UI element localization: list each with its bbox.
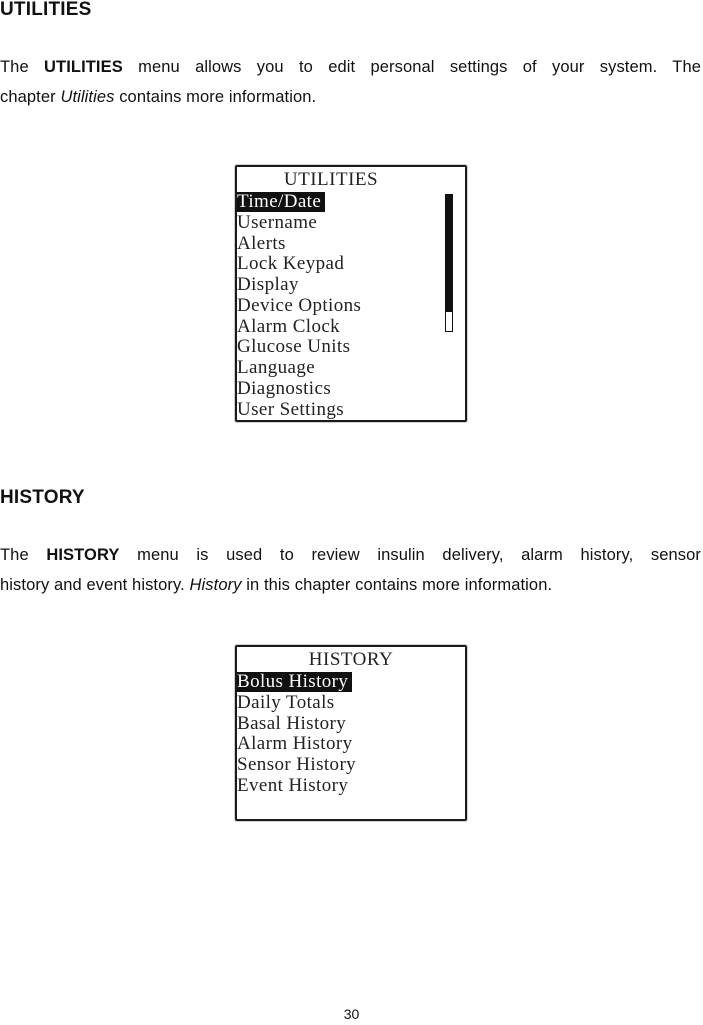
utilities-menu-item[interactable]: Lock Keypad xyxy=(237,253,345,275)
utilities-paragraph-line-2 xyxy=(0,82,701,112)
utilities-paragraph-rest2a: chapter xyxy=(0,88,56,106)
history-menu-item[interactable]: Bolus History xyxy=(237,672,352,692)
history-paragraph xyxy=(0,540,701,600)
history-paragraph-bold: HISTORY xyxy=(46,546,120,564)
utilities-menu-item[interactable]: User Settings xyxy=(237,398,345,420)
history-paragraph-line-1 xyxy=(0,540,701,570)
history-paragraph-intro: The xyxy=(0,546,29,564)
history-menu-item[interactable]: Basal History xyxy=(237,712,347,734)
utilities-paragraph-line-1 xyxy=(0,52,701,82)
utilities-menu-item[interactable]: Device Options xyxy=(237,294,362,316)
history-paragraph-rest2a: history and event history. xyxy=(0,576,185,594)
utilities-menu-item[interactable]: Diagnostics xyxy=(237,377,332,399)
utilities-paragraph-bold: UTILITIES xyxy=(44,58,123,76)
history-screen-title: HISTORY xyxy=(308,649,394,670)
utilities-menu-item[interactable]: Username xyxy=(237,211,318,233)
utilities-menu-item[interactable]: Time/Date xyxy=(237,192,325,212)
utilities-paragraph-italic: Utilities xyxy=(60,88,115,106)
history-menu-item[interactable]: Sensor History xyxy=(237,754,357,775)
utilities-paragraph xyxy=(0,52,701,112)
utilities-menu-item[interactable]: Alerts xyxy=(237,232,286,254)
history-screen xyxy=(235,645,467,821)
utilities-screen-title: UTILITIES xyxy=(283,169,379,190)
history-menu-item[interactable]: Event History xyxy=(237,774,349,796)
history-paragraph-italic: History xyxy=(189,576,242,594)
utilities-menu-item[interactable]: Language xyxy=(237,357,316,378)
history-paragraph-rest2b: in this chapter contains more information. xyxy=(246,576,553,594)
utilities-menu-item[interactable]: Display xyxy=(237,274,299,295)
utilities-paragraph-rest1: menu allows you to edit personal settings of your system. The xyxy=(138,58,702,76)
utilities-menu-item[interactable]: Alarm Clock xyxy=(237,315,341,337)
history-paragraph-line-2 xyxy=(0,570,701,600)
history-menu-item[interactable]: Alarm History xyxy=(237,733,353,755)
utilities-screen xyxy=(235,165,467,422)
utilities-heading: UTILITIES xyxy=(0,0,92,20)
utilities-paragraph-rest2b: contains more information. xyxy=(119,88,317,106)
utilities-scrollbar[interactable] xyxy=(445,194,453,332)
history-menu-item[interactable]: Daily Totals xyxy=(237,691,335,713)
history-heading: HISTORY xyxy=(0,487,85,508)
utilities-menu-item[interactable]: Glucose Units xyxy=(237,336,351,358)
history-paragraph-rest1: menu is used to review insulin delivery, alarm history, sensor xyxy=(137,546,701,564)
utilities-paragraph-intro: The xyxy=(0,58,29,76)
page-number: 30 xyxy=(343,1006,360,1022)
utilities-scroll-thumb[interactable] xyxy=(446,195,452,312)
